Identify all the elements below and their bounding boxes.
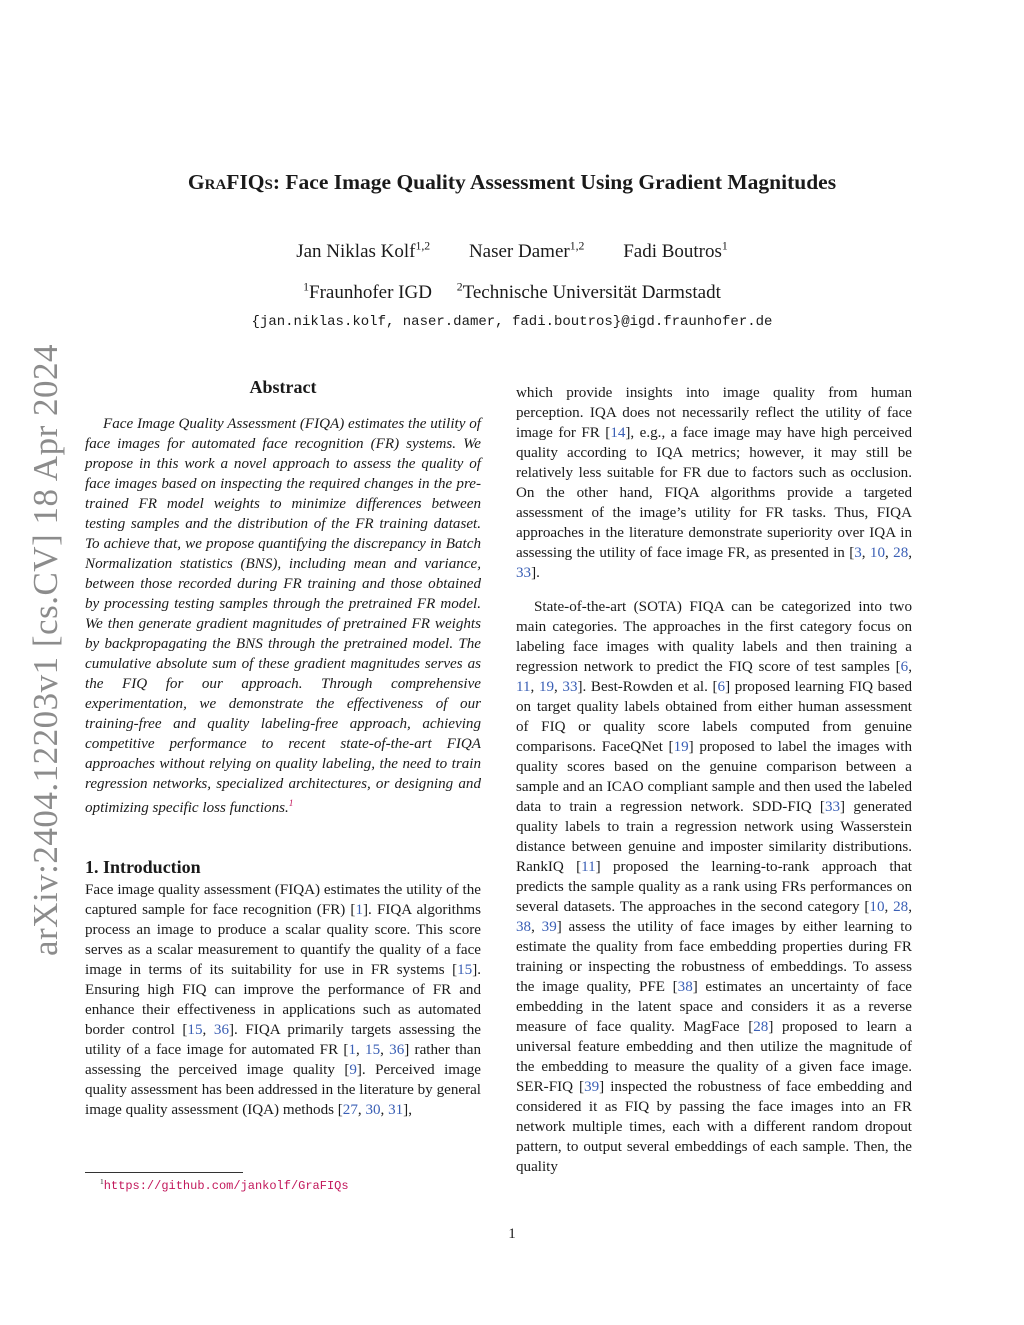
paper-title [0, 170, 1024, 195]
citation[interactable]: 15 [365, 1042, 381, 1059]
citation[interactable]: 10 [869, 899, 885, 915]
section-heading-introduction: 1. Introduction [85, 857, 201, 878]
citation[interactable]: 30 [365, 1102, 381, 1119]
citation[interactable]: 28 [893, 545, 909, 561]
footnote: $^1$https://github.com/jankolf/GraFIQs [100, 1177, 349, 1193]
left-column [85, 377, 481, 1120]
affiliation: $^1$Fraunhofer IGD [303, 281, 432, 304]
citation[interactable]: 33 [562, 679, 578, 695]
citation[interactable]: 11 [516, 679, 531, 695]
intro-paragraph: Face image quality assessment (FIQA) estimates the utility of the captured sample for face recognition (FR) [1]. FIQA algorithms process an image to produce a scalar quality score. This score serves as a scalar measurement to quantify the quality of a face image in terms of its suitability for use in FR systems [15]. Ensuring high FIQ can improve the performance of FR and enhance their effectiveness in applications such as automated border control [15, 36]. FIQA primarily targets assessing the utility of a face image for automated FR [1, 15, 36] rather than assessing the perceived image quality [9]. Perceived image quality assessment has been addressed in the literature by general image quality assessment (IQA) methods [27, 30, 31], [85, 882, 482, 1119]
author: Naser Damer$^{1,2}$ [468, 240, 585, 263]
citation[interactable]: 39 [584, 1079, 600, 1095]
citation[interactable]: 39 [541, 919, 557, 935]
citation[interactable]: 31 [388, 1102, 404, 1119]
author: Jan Niklas Kolf$^{1,2}$ [296, 240, 431, 263]
citation[interactable]: 33 [516, 565, 532, 581]
intro-paragraph-continued: which provide insights into image quality from human perception. IQA does not necessarily reflect the utility of face image for FR [14], e.g., a face image may have high perceived quality according to IQA metrics; however, it may still be relatively less suitable for FR due to factors such as occlusion. On the other hand, FIQA algorithms provide a targeted assessment of the image’s utility for FR tasks. Thus, FIQA approaches in the literature demonstrate superiority over IQA in assessing the utility of face image FR, as presented in [3, 10, 28, 33]. [516, 385, 913, 581]
author-list [0, 240, 1024, 263]
title-rest: : Face Image Quality Assessment Using Gradient Magnitudes [272, 170, 837, 194]
right-column [516, 383, 912, 1177]
citation[interactable]: 28 [753, 1019, 769, 1035]
title-method-name: GraFIQs [187, 170, 273, 194]
citation[interactable]: 1 [355, 902, 364, 919]
footnote-rule [85, 1172, 243, 1173]
citation[interactable]: 10 [869, 545, 886, 561]
author: Fadi Boutros$^1$ [623, 240, 728, 263]
author-emails: {jan.niklas.kolf, naser.damer, fadi.boutros}@igd.fraunhofer.de [251, 314, 773, 330]
citation[interactable]: 15 [457, 962, 473, 979]
citation[interactable]: 6 [717, 679, 726, 695]
citation[interactable]: 14 [610, 425, 626, 441]
citation[interactable]: 33 [824, 799, 841, 815]
citation[interactable]: 38 [677, 979, 693, 995]
page-number: 1 [508, 1226, 516, 1242]
github-link[interactable]: https://github.com/jankolf/GraFIQs [103, 1179, 349, 1193]
citation[interactable]: 1 [348, 1042, 356, 1059]
abstract-text: Face Image Quality Assessment (FIQA) estimates the utility of face images for automated face recognition (FR) systems. We propose in this work a novel approach to assess the quality of face images based on inspecting the required changes in the pre-trained FR model weights to minimize differences between testing samples and the distribution of the FR training dataset. To achieve that, we propose quantifying the discrepancy in Batch Normalization statistics (BNS), including mean and variance, between those recorded during FR training and those obtained by processing testing samples through the pretrained FR model. We then generate gradient magnitudes of pretrained FR weights by backpropagating the BNS through the pretrained model. The cumulative absolute sum of these gradient magnitudes serves as the FIQ for our approach. Through comprehensive experimentation, we demonstrate the effectiveness of our training-free and quality labeling-free approach, achieving competitive performance to recent state-of-the-art FIQA approaches without relying on quality labeling, the need to train regression networks, specialized architectures, or designing and optimizing specific loss functions.$^1$ [85, 416, 481, 817]
footnote-marker[interactable]: 1 [288, 799, 294, 809]
citation[interactable]: 36 [213, 1022, 229, 1039]
citation[interactable]: 36 [389, 1042, 405, 1059]
citation[interactable]: 27 [342, 1102, 358, 1119]
arxiv-watermark [26, 343, 66, 957]
citation[interactable]: 11 [581, 859, 596, 875]
citation[interactable]: 9 [349, 1062, 357, 1079]
citation[interactable]: 28 [893, 899, 909, 915]
affiliation-list [0, 281, 1024, 304]
arxiv-id: arXiv:2404.12203v1 [cs.CV] 18 Apr 2024 [26, 343, 65, 957]
citation[interactable]: 6 [900, 659, 909, 675]
citation[interactable]: 15 [187, 1022, 203, 1039]
abstract-heading: Abstract [249, 377, 317, 397]
citation[interactable]: 19 [538, 679, 555, 695]
citation[interactable]: 19 [673, 739, 689, 755]
affiliation: $^2$Technische Universität Darmstadt [456, 281, 721, 304]
citation[interactable]: 38 [516, 919, 532, 935]
citation[interactable]: 3 [854, 545, 862, 561]
sota-paragraph: State-of-the-art (SOTA) FIQA can be categorized into two main categories. The approaches in the first category focus on labeling face images with quality labels and then training a regression network to predict the FIQ score of test samples [6, 11, 19, 33]. Best-Rowden et al. [6] proposed learning FIQ based on target quality labels obtained from either human assessment of FIQ or quality score labels computed from genuine comparisons. FaceQNet [19] proposed to label the images with quality scores based on the genuine comparison between a sample and an ICAO compliant sample and then used the labeled data to train a regression network. SDD-FIQ [33] generated quality labels to train a regression network using Wasserstein distance between genuine and imposter similarity distributions. RankIQ [11] proposed the learning-to-rank approach that predicts the sample quality as a rank using FRs performances on several datasets. The approaches in the second category [10, 28, 38, 39] assess the utility of face images by either learning to estimate the quality from face embedding properties during FR training or inspecting the robustness of embeddings. To assess the image quality, PFE [38] estimates an uncertainty of face embedding in the latent space and considers it as a reverse measure of face quality. MagFace [28] proposed to learn a universal feature embedding and then utilize the magnitude of the embedding to measure the quality of a given face image. SER-FIQ [39] inspected the robustness of face embedding and considered it as FIQ by passing the face images into an FR network multiple times, each with a different random dropout pattern, to output several embeddings of each sample. Then, the quality [516, 599, 913, 1175]
